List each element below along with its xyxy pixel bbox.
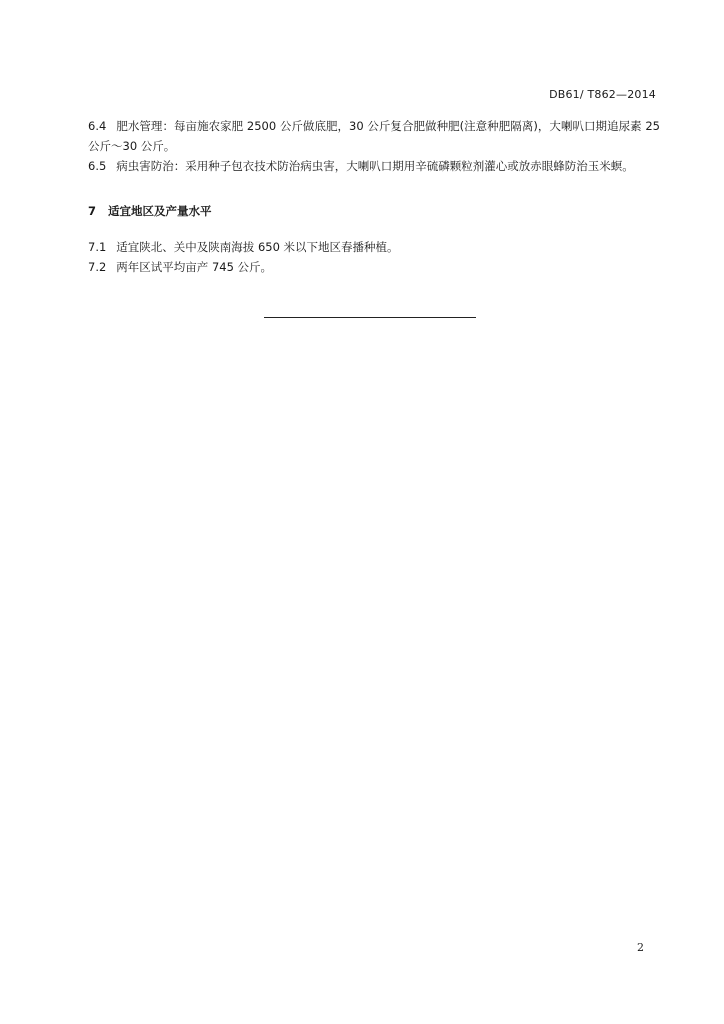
clause-number: 7.2 xyxy=(88,260,107,274)
clause-number: 6.5 xyxy=(88,159,107,173)
section-title: 适宜地区及产量水平 xyxy=(108,204,212,218)
section-7-heading xyxy=(88,201,660,221)
clause-7-1 xyxy=(88,237,660,257)
clause-7-2 xyxy=(88,257,660,277)
standard-code: DB61/ T862—2014 xyxy=(549,88,656,101)
clause-number: 6.4 xyxy=(88,119,107,133)
clause-text: 两年区试平均亩产 745 公斤。 xyxy=(116,260,273,274)
clause-text: 病虫害防治：采用种子包衣技术防治病虫害，大喇叭口期用辛硫磷颗粒剂灌心或放赤眼蜂防治玉米螟。 xyxy=(116,159,634,173)
clause-6-4 xyxy=(88,116,660,156)
clause-text: 适宜陕北、关中及陕南海拔 650 米以下地区春播种植。 xyxy=(116,240,399,254)
clause-6-5 xyxy=(88,156,660,176)
end-of-document-rule xyxy=(264,317,476,318)
page-number: 2 xyxy=(637,941,644,954)
clause-text: 肥水管理：每亩施农家肥 2500 公斤做底肥，30 公斤复合肥做种肥(注意种肥隔离)，大喇叭口期追尿素 25 公斤～30 公斤。 xyxy=(88,119,660,153)
clause-number: 7.1 xyxy=(88,240,107,254)
section-number: 7 xyxy=(88,204,97,218)
document-body xyxy=(88,116,660,277)
